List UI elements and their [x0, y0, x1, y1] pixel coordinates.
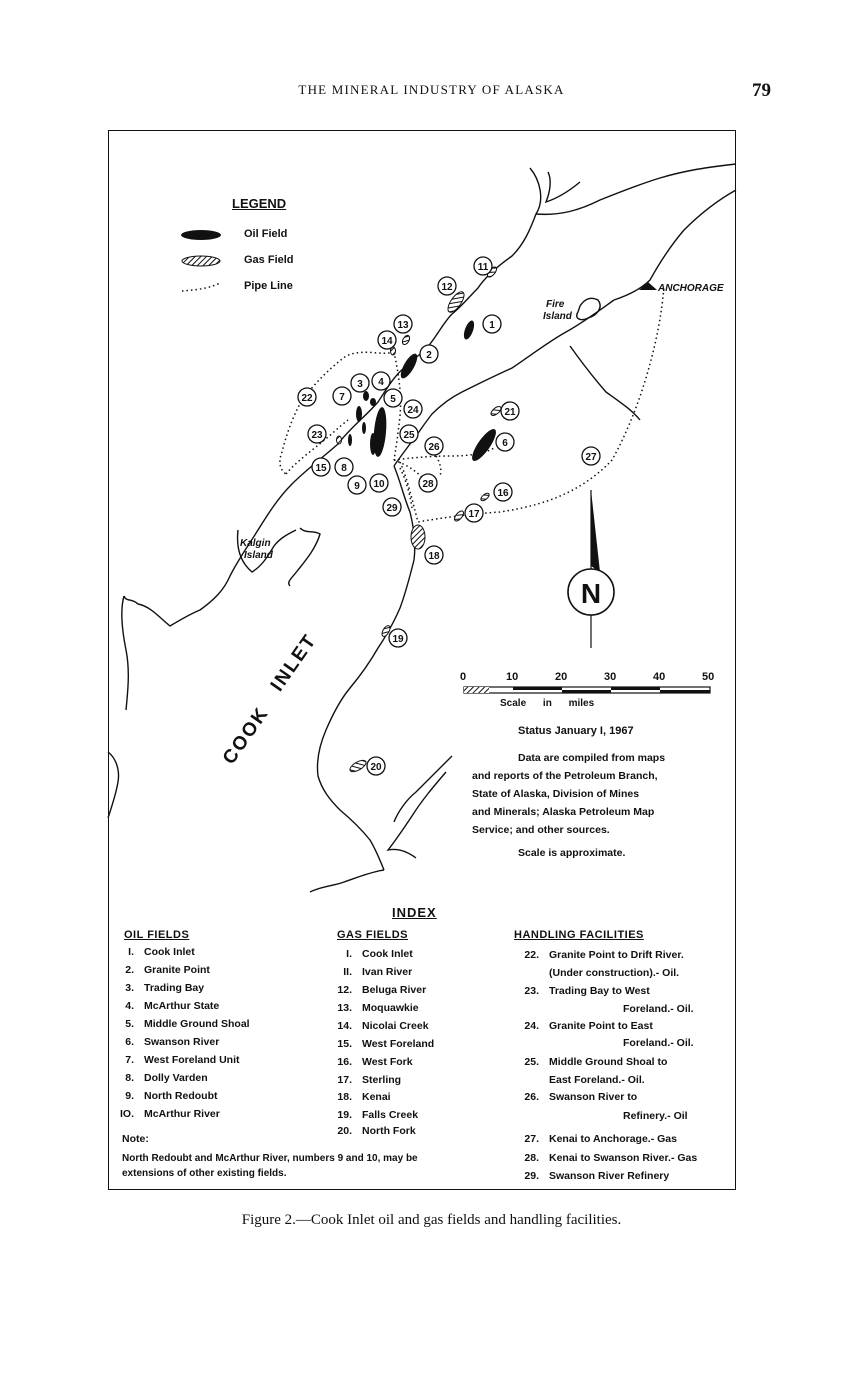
place-fire-island-1: Fire	[546, 299, 565, 310]
oil-field-symbol-icon	[180, 228, 224, 242]
compass-label: N	[580, 578, 602, 609]
map-label: 14	[381, 336, 393, 347]
oil-field-4-mark	[370, 398, 376, 406]
map-label: 18	[428, 551, 440, 562]
entry-number: 19.	[337, 1109, 352, 1121]
scale-tick: 50	[702, 671, 715, 683]
entry-name: Nicolai Creek	[362, 1020, 429, 1032]
map-label: 4	[378, 377, 384, 388]
gas-field-entry	[326, 1002, 419, 1014]
entry-name: Middle Ground Shoal	[144, 1018, 250, 1030]
handling-entry-continued: (Under construction).- Oil.	[549, 967, 680, 979]
status-date: Status January I, 1967	[518, 725, 634, 737]
entry-name: McArthur State	[144, 1000, 220, 1012]
map-label: 7	[339, 392, 345, 403]
entry-name: Cook Inlet	[144, 946, 195, 958]
oil-field-entry	[108, 1036, 219, 1048]
entry-number: 16.	[337, 1056, 352, 1068]
entry-name: West Fork	[362, 1056, 413, 1068]
gas-field-entry	[326, 1125, 416, 1137]
map-label: 20	[370, 762, 382, 773]
map-label: 27	[585, 452, 597, 463]
entry-name: North Redoubt	[144, 1090, 218, 1102]
scale-tick: 10	[506, 671, 519, 683]
handling-entry-continued: Refinery.- Oil	[623, 1110, 688, 1122]
entry-name: Cook Inlet	[362, 948, 413, 960]
map-label: 19	[392, 634, 404, 645]
gas-field-entry	[326, 984, 426, 996]
gas-field-entry	[326, 1091, 391, 1103]
scale-tick: 40	[653, 671, 666, 683]
place-fire-island-2: Island	[543, 311, 572, 322]
scale-caption: Scale in miles	[500, 698, 595, 709]
gas-field-entry	[326, 966, 412, 978]
gas-field-16-mark	[480, 492, 491, 502]
entry-number: 18.	[337, 1091, 352, 1103]
note-heading: Note:	[122, 1133, 149, 1145]
page-number: 79	[752, 80, 771, 101]
entry-number: 25.	[524, 1056, 539, 1068]
source-line: Service; and other sources.	[472, 824, 610, 836]
entry-number: 6.	[125, 1036, 134, 1048]
place-kalgin-island-2: Island	[244, 550, 273, 561]
handling-entry	[509, 1152, 697, 1164]
map-label: 23	[311, 430, 323, 441]
scale-tick: 0	[460, 671, 467, 683]
map-label: 28	[422, 479, 434, 490]
place-kalgin-island-1: Kalgin	[240, 538, 271, 549]
entry-number: 9.	[125, 1090, 134, 1102]
anchorage-marker	[639, 282, 657, 290]
scale-tick: 30	[604, 671, 617, 683]
map-label: 15	[315, 463, 327, 474]
gas-field-13-mark	[401, 334, 411, 346]
oil-field-7-mark	[356, 406, 362, 422]
note-text: North Redoubt and McArthur River, numbers 9 and 10, may be extensions of other existing fields.	[122, 1153, 418, 1179]
entry-number: 15.	[337, 1038, 352, 1050]
handling-entry	[509, 1091, 637, 1103]
map-label: 8	[341, 463, 347, 474]
entry-number: 24.	[524, 1020, 539, 1032]
place-cook: COOK	[218, 703, 274, 769]
entry-number: 29.	[524, 1170, 539, 1182]
entry-line: Granite Point to Drift River.	[549, 949, 684, 961]
gas-field-entry	[326, 1074, 401, 1086]
gas-field-entry	[326, 1020, 429, 1032]
pipe-line-symbol-icon	[180, 280, 224, 294]
entry-number: 20.	[337, 1125, 352, 1137]
oil-field-entry	[108, 1090, 218, 1102]
entry-number: IO.	[119, 1108, 134, 1120]
handling-entry	[509, 1133, 677, 1145]
oil-field-entry	[108, 1000, 219, 1012]
entry-line: Kenai to Swanson River.- Gas	[549, 1152, 698, 1164]
handling-entry	[509, 1056, 667, 1068]
entry-number: 5.	[125, 1018, 134, 1030]
oil-field-1-mark	[462, 319, 476, 341]
entry-number: 8.	[125, 1072, 134, 1084]
source-line: and Minerals; Alaska Petroleum Map	[472, 806, 655, 818]
entry-number: I.	[346, 948, 352, 960]
oil-field-entry	[108, 964, 210, 976]
source-note	[472, 749, 734, 839]
entry-name: Moquawkie	[362, 1002, 419, 1014]
map-label: 16	[497, 488, 509, 499]
entry-number: 22.	[524, 949, 539, 961]
handling-entry	[509, 949, 684, 961]
scale-tick: 20	[555, 671, 568, 683]
oil-field-2-mark	[398, 351, 421, 380]
oil-field-entry	[108, 1018, 250, 1030]
map-label: 24	[407, 405, 419, 416]
entry-name: Swanson River	[144, 1036, 220, 1048]
figure-caption: Figure 2.—Cook Inlet oil and gas fields and handling facilities.	[241, 1212, 622, 1228]
map-label: 6	[502, 438, 508, 449]
handling-heading: HANDLING FACILITIES	[514, 929, 644, 941]
entry-name: Ivan River	[362, 966, 413, 978]
index-title: INDEX	[392, 905, 437, 920]
legend-label: Gas Field	[244, 254, 294, 266]
map-label-numbers	[301, 262, 597, 773]
entry-number: 27.	[524, 1133, 539, 1145]
map-label: 9	[354, 481, 360, 492]
entry-number: 17.	[337, 1074, 352, 1086]
map-label: 26	[428, 442, 440, 453]
map-label: 21	[504, 407, 516, 418]
map-label: 1	[489, 320, 495, 331]
entry-name: McArthur River	[144, 1108, 220, 1120]
oil-field-entry	[108, 982, 204, 994]
handling-entry-continued: Foreland.- Oil.	[623, 1037, 694, 1049]
running-head: THE MINERAL INDUSTRY OF ALASKA	[298, 82, 565, 97]
map-label: 3	[357, 379, 363, 390]
entry-name: West Foreland Unit	[144, 1054, 240, 1066]
entry-number: 7.	[125, 1054, 134, 1066]
gas-field-18-mark	[411, 525, 425, 549]
entry-name: Kenai	[362, 1091, 391, 1103]
entry-line: Trading Bay to West	[549, 985, 650, 997]
handling-entry-continued: Foreland.- Oil.	[623, 1003, 694, 1015]
source-line: Data are compiled from maps	[518, 752, 666, 764]
map-label: 22	[301, 393, 313, 404]
entry-number: 28.	[524, 1152, 539, 1164]
place-anchorage: ANCHORAGE	[658, 283, 724, 294]
gas-field-15-mark	[337, 436, 342, 444]
entry-number: II.	[343, 966, 352, 978]
entry-name: Sterling	[362, 1074, 402, 1086]
legend-label: Pipe Line	[244, 280, 293, 292]
gas-field-entry	[326, 1109, 418, 1121]
oil-field-3-mark	[363, 391, 369, 401]
map-label: 25	[403, 430, 415, 441]
source-line: and reports of the Petroleum Branch,	[472, 770, 658, 782]
entry-number: 23.	[524, 985, 539, 997]
oil-field-10-mark	[370, 433, 376, 455]
gas-field-entry	[326, 1038, 434, 1050]
entry-line: Swanson River Refinery	[549, 1170, 670, 1182]
entry-name: North Fork	[362, 1125, 416, 1137]
entry-line: Swanson River to	[549, 1091, 638, 1103]
handling-entry-continued: East Foreland.- Oil.	[549, 1074, 645, 1086]
entry-name: West Foreland	[362, 1038, 435, 1050]
oil-field-entry	[108, 946, 195, 958]
north-arrow-icon	[568, 490, 614, 648]
oil-field-6-mark	[468, 426, 500, 464]
handling-entry	[509, 1020, 653, 1032]
map-label: 17	[468, 509, 480, 520]
map-label: 12	[441, 282, 453, 293]
entry-number: 3.	[125, 982, 134, 994]
scale-approx-note: Scale is approximate.	[518, 847, 626, 859]
map-label: 29	[386, 503, 398, 514]
entry-number: 13.	[337, 1002, 352, 1014]
gas-fields-heading: GAS FIELDS	[337, 929, 409, 941]
place-inlet: INLET	[266, 630, 322, 696]
map-label: 2	[426, 350, 432, 361]
entry-name: Falls Creek	[362, 1109, 419, 1121]
entry-number: 14.	[337, 1020, 352, 1032]
legend-title: LEGEND	[232, 196, 287, 211]
entry-name: Beluga River	[362, 984, 427, 996]
gas-field-20-mark	[348, 758, 368, 774]
oil-fields	[348, 319, 500, 464]
oil-field-8-mark	[348, 434, 352, 446]
oil-field-entry	[108, 1054, 239, 1066]
entry-number: 2.	[125, 964, 134, 976]
entry-number: 12.	[337, 984, 352, 996]
source-line: State of Alaska, Division of Mines	[472, 788, 640, 800]
entry-name: Trading Bay	[144, 982, 205, 994]
entry-number: I.	[128, 946, 134, 958]
handling-entry	[509, 985, 650, 997]
entry-name: Granite Point	[144, 964, 210, 976]
entry-number: 26.	[524, 1091, 539, 1103]
oil-field-entry	[108, 1072, 208, 1084]
entry-line: Granite Point to East	[549, 1020, 653, 1032]
gas-field-entry	[326, 1056, 413, 1068]
entry-line: Kenai to Anchorage.- Gas	[549, 1133, 677, 1145]
oil-fields-heading: OIL FIELDS	[124, 929, 190, 941]
gas-field-entry	[326, 948, 413, 960]
scale-bar	[464, 687, 710, 693]
map-label: 5	[390, 394, 396, 405]
oil-field-entry	[108, 1108, 220, 1120]
entry-number: 4.	[125, 1000, 134, 1012]
entry-line: Middle Ground Shoal to	[549, 1056, 668, 1068]
gas-field-symbol-icon	[180, 254, 224, 268]
map-label: 11	[477, 262, 489, 273]
legend-label: Oil Field	[244, 228, 288, 240]
handling-entry	[509, 1170, 669, 1182]
map-label: 10	[373, 479, 385, 490]
oil-field-9-mark	[362, 422, 366, 434]
map-label: 13	[397, 320, 409, 331]
entry-name: Dolly Varden	[144, 1072, 208, 1084]
